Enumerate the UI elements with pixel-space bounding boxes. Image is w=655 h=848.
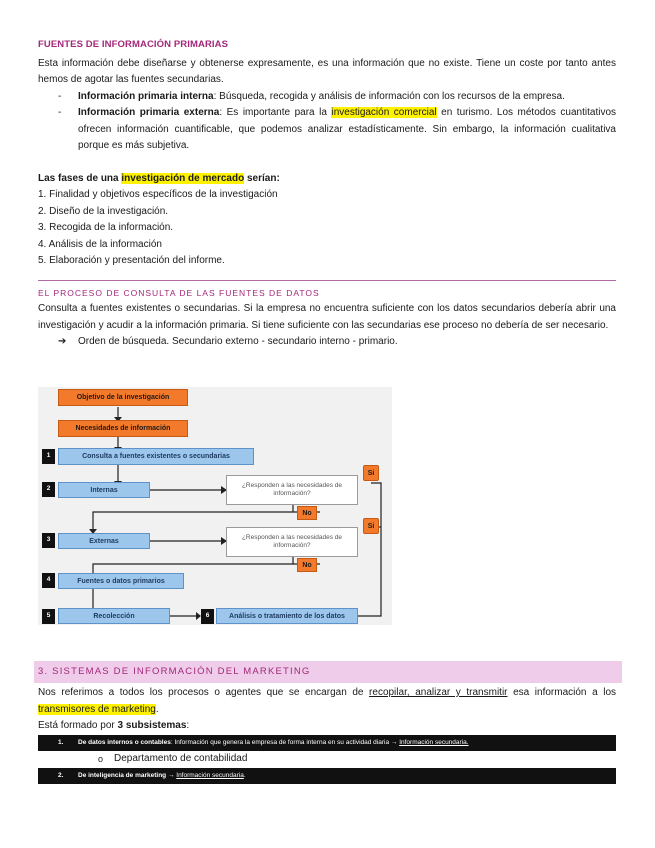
section-title-primary-sources: FUENTES DE INFORMACIÓN PRIMARIAS: [38, 39, 229, 50]
bold-text: 3 subsistemas: [117, 720, 187, 731]
bullet-text: : Búsqueda, recogida y análisis de información con los recursos de la empresa.: [213, 90, 565, 102]
section-title-sistemas: 3. SISTEMAS DE INFORMACIÓN DEL MARKETING: [34, 661, 622, 683]
list-item: [38, 105, 616, 155]
subsystems-list: [38, 735, 616, 752]
box-analisis: Análisis o tratamiento de los datos: [216, 608, 358, 624]
phase-item: 4. Análisis de la información: [38, 238, 162, 250]
phase-item: 3. Recogida de la información.: [38, 222, 174, 233]
badge-no: No: [297, 506, 317, 520]
connector: [358, 483, 381, 616]
sistemas-paragraph: [38, 685, 616, 718]
item-number: 1.: [58, 738, 64, 746]
text-run: Está formado por: [38, 720, 118, 731]
box-recoleccion: Recolección: [58, 608, 170, 624]
section-divider: [38, 280, 616, 281]
badge-si: Si: [363, 518, 379, 534]
underlined-text: recopilar, analizar y transmitir: [369, 687, 508, 698]
bullet-label: Información primaria interna: [78, 90, 214, 102]
list-item: [38, 735, 616, 752]
list-item: [38, 768, 616, 785]
list-item: [38, 89, 616, 106]
box-necesidades: Necesidades de información: [58, 420, 188, 437]
badge-no: No: [297, 558, 317, 572]
phase-item: 1. Finalidad y objetivos específicos de la investigación: [38, 189, 278, 200]
sub-item-text: Departamento de contabilidad: [114, 753, 248, 764]
consulta-paragraph: Consulta a fuentes existentes o secundarias. Si la empresa no encuentra suficiente con los datos secundarios debería abrir una investigación y acudir a la información primaria. Si tiene suficiente con las secundarias ese proceso no debería de ser necesario.: [38, 303, 616, 331]
order-line: [38, 334, 616, 351]
order-text: Orden de búsqueda. Secundario externo - secundario interno - primario.: [78, 336, 398, 347]
underlined-text: Información secundaria.: [399, 738, 469, 746]
section-title-consulta: EL PROCESO DE CONSULTA DE LAS FUENTES DE DATOS: [38, 287, 320, 298]
question-box-internas: ¿Responden a las necesidades de información?: [226, 475, 358, 505]
box-primarios: Fuentes o datos primarios: [58, 573, 184, 589]
intro-paragraph: Esta información debe diseñarse y obtenerse expresamente, es una información que no existe. Tiene un coste por tanto antes hemos de agotar las fuentes secundarias.: [38, 57, 616, 85]
primary-info-list: [38, 89, 616, 155]
step-number-5: 5: [42, 609, 55, 624]
step-number-3: 3: [42, 533, 55, 548]
step-number-4: 4: [42, 573, 55, 588]
flow-diagram: [38, 387, 392, 625]
sistemas-content: [38, 685, 616, 784]
text-run: esa información a los: [507, 687, 616, 698]
phase-item: 5. Elaboración y presentación del informe.: [38, 255, 225, 266]
text-run: .: [243, 771, 246, 779]
phases-heading-post: serían:: [244, 172, 280, 184]
subsystems-intro: [38, 718, 616, 735]
highlight-text: investigación comercial: [331, 107, 437, 118]
question-box-externas: ¿Responden a las necesidades de información?: [226, 527, 358, 557]
phases-heading-pre: Las fases de una: [38, 172, 122, 184]
bullet-text: en turismo. Los métodos cuantitativos ofrecen información cuantificable, que podemos analizar estadísticamente. Sin embargo, la información cualitativa porque es más subjetiva.: [78, 107, 616, 151]
item-label: De inteligencia de marketing: [78, 771, 167, 779]
bullet-text: : Es importante para la: [219, 107, 332, 118]
box-objetivo: Objetivo de la investigación: [58, 389, 188, 406]
text-run: Nos referimos a todos los procesos o agentes que se encargan de: [38, 687, 370, 698]
box-externas: Externas: [58, 533, 150, 549]
text-run: .: [155, 703, 159, 715]
step-number-1: 1: [42, 449, 55, 464]
item-text: →: [166, 771, 177, 779]
phase-item: 2. Diseño de la investigación.: [38, 205, 169, 217]
sub-item: [38, 751, 616, 768]
arrow-icon: ➔: [58, 336, 67, 347]
box-consulta: Consulta a fuentes existentes o secundarias: [58, 448, 254, 465]
item-text: : Información que genera la empresa de forma interna en su actividad diaria →: [170, 738, 400, 746]
item-label: De datos internos o contables: [78, 738, 171, 746]
highlight-text: transmisores de marketing: [38, 703, 156, 715]
highlight-text: investigación de mercado: [121, 172, 245, 184]
underlined-text: Información secundaria: [176, 771, 244, 779]
subsystems-list-cont: [38, 768, 616, 785]
box-internas: Internas: [58, 482, 150, 498]
item-number: 2.: [58, 771, 64, 779]
bullet-label: Información primaria externa: [78, 107, 220, 118]
step-number-2: 2: [42, 482, 55, 497]
phases-heading: [38, 171, 616, 188]
badge-si: Si: [363, 465, 379, 481]
step-number-6: 6: [201, 609, 214, 624]
text-run: :: [186, 720, 190, 731]
